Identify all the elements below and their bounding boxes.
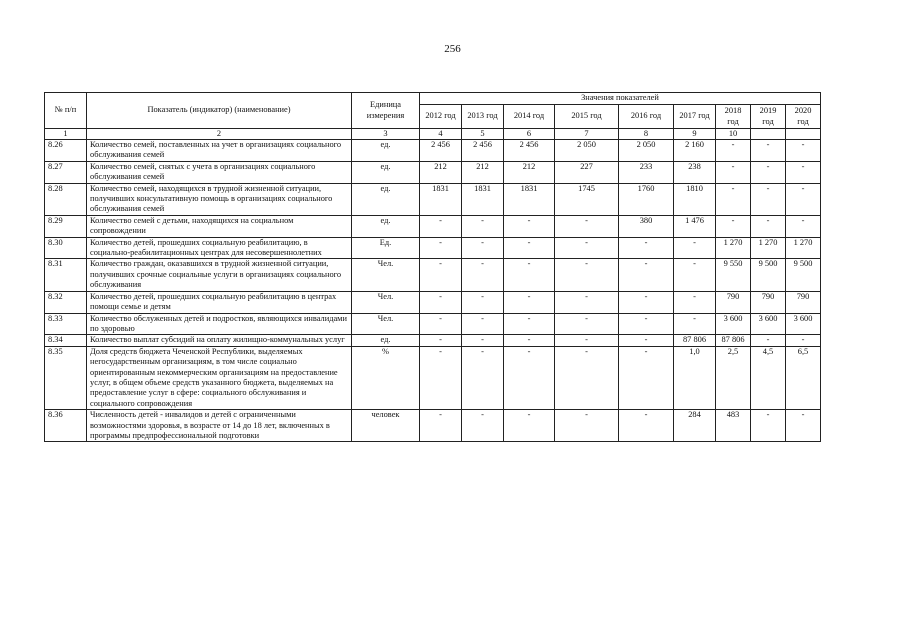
value-cell: -	[462, 259, 504, 291]
value-cell: 2 456	[420, 140, 462, 162]
value-cell: 1831	[504, 183, 555, 215]
header-year: 2012 год	[420, 105, 462, 129]
value-cell: 212	[462, 161, 504, 183]
unit-cell: ед.	[352, 161, 420, 183]
value-cell: -	[619, 291, 674, 313]
indicator-name: Численность детей - инвалидов и детей с ограниченными возможностями здоровья, в возрасте от 14 до 18 лет, включенных в программы предпрофессиональной подготовки	[87, 410, 352, 442]
value-cell: -	[462, 335, 504, 346]
value-cell: -	[420, 410, 462, 442]
row-number: 8.29	[45, 215, 87, 237]
value-cell: -	[504, 313, 555, 335]
value-cell: 87 806	[716, 335, 751, 346]
column-number: 3	[352, 129, 420, 140]
value-cell: -	[462, 346, 504, 409]
value-cell: -	[420, 346, 462, 409]
unit-cell: ед.	[352, 335, 420, 346]
value-cell: -	[555, 259, 619, 291]
header-year: 2014 год	[504, 105, 555, 129]
column-number: 2	[87, 129, 352, 140]
header-year: 2015 год	[555, 105, 619, 129]
value-cell: 238	[674, 161, 716, 183]
value-cell: -	[751, 215, 786, 237]
value-cell: 380	[619, 215, 674, 237]
header-unit: Единица измерения	[352, 93, 420, 129]
column-number: 10	[716, 129, 751, 140]
indicator-name: Доля средств бюджета Чеченской Республики, выделяемых негосударственным организациям, в том числе социально ориентированным некоммерческим организациям на предоставление услуг, в общем объеме средств указанного бюджета, выделяемых на предоставление услуг в сфере: социального обслуживания и социального сопровождения	[87, 346, 352, 409]
value-cell: -	[462, 215, 504, 237]
value-cell: 4,5	[751, 346, 786, 409]
value-cell: 1 270	[751, 237, 786, 259]
indicator-name: Количество семей с детьми, находящихся на социальном сопровождении	[87, 215, 352, 237]
row-number: 8.32	[45, 291, 87, 313]
unit-cell: ед.	[352, 215, 420, 237]
value-cell: 1 270	[716, 237, 751, 259]
value-cell: 6,5	[786, 346, 821, 409]
unit-cell: человек	[352, 410, 420, 442]
table-row	[45, 140, 821, 162]
page-number: 256	[444, 43, 461, 55]
header-values: Значения показателей	[420, 93, 821, 105]
value-cell: -	[786, 410, 821, 442]
header-indicator: Показатель (индикатор) (наименование)	[87, 93, 352, 129]
indicator-name: Количество семей, поставленных на учет в организациях социального обслуживания семей	[87, 140, 352, 162]
unit-cell: ед.	[352, 183, 420, 215]
unit-cell: %	[352, 346, 420, 409]
value-cell: -	[504, 259, 555, 291]
column-number: 8	[619, 129, 674, 140]
row-number: 8.30	[45, 237, 87, 259]
table-row	[45, 335, 821, 346]
header-year: 2018 год	[716, 105, 751, 129]
table-row	[45, 410, 821, 442]
value-cell: -	[555, 237, 619, 259]
value-cell: -	[555, 346, 619, 409]
value-cell: 9 500	[786, 259, 821, 291]
value-cell: 2,5	[716, 346, 751, 409]
unit-cell: Чел.	[352, 291, 420, 313]
indicator-name: Количество выплат субсидий на оплату жилищно-коммунальных услуг	[87, 335, 352, 346]
value-cell: 2 050	[619, 140, 674, 162]
value-cell: -	[674, 259, 716, 291]
table-row	[45, 346, 821, 409]
column-number: 9	[674, 129, 716, 140]
column-number: 1	[45, 129, 87, 140]
value-cell: 1831	[462, 183, 504, 215]
value-cell: -	[504, 291, 555, 313]
indicators-table	[44, 92, 821, 442]
header-num: № п/п	[45, 93, 87, 129]
table-row	[45, 161, 821, 183]
value-cell: 1 476	[674, 215, 716, 237]
value-cell: -	[619, 410, 674, 442]
value-cell: -	[786, 215, 821, 237]
table-row	[45, 259, 821, 291]
header-year: 2016 год	[619, 105, 674, 129]
unit-cell: Ед.	[352, 237, 420, 259]
table-row	[45, 237, 821, 259]
value-cell: 790	[716, 291, 751, 313]
indicator-name: Количество семей, снятых с учета в организациях социального обслуживания семей	[87, 161, 352, 183]
column-number: 6	[504, 129, 555, 140]
value-cell: 1 270	[786, 237, 821, 259]
value-cell: 3 600	[786, 313, 821, 335]
value-cell: 1760	[619, 183, 674, 215]
value-cell: -	[420, 215, 462, 237]
indicator-name: Количество детей, прошедших социальную реабилитацию в центрах помощи семье и детям	[87, 291, 352, 313]
value-cell: 3 600	[751, 313, 786, 335]
value-cell: -	[751, 140, 786, 162]
value-cell: -	[751, 410, 786, 442]
column-number: 7	[555, 129, 619, 140]
value-cell: -	[504, 215, 555, 237]
value-cell: -	[504, 335, 555, 346]
column-number: 4	[420, 129, 462, 140]
value-cell: 9 500	[751, 259, 786, 291]
value-cell: 212	[420, 161, 462, 183]
row-number: 8.27	[45, 161, 87, 183]
value-cell: -	[674, 313, 716, 335]
value-cell: -	[462, 291, 504, 313]
value-cell: -	[420, 259, 462, 291]
indicator-name: Количество семей, находящихся в трудной жизненной ситуации, получивших консультативную помощь в организациях социального обслуживания семей	[87, 183, 352, 215]
value-cell: -	[619, 259, 674, 291]
value-cell: 212	[504, 161, 555, 183]
unit-cell: ед.	[352, 140, 420, 162]
value-cell: -	[504, 237, 555, 259]
value-cell: 9 550	[716, 259, 751, 291]
row-number: 8.33	[45, 313, 87, 335]
value-cell: 790	[751, 291, 786, 313]
header-year: 2013 год	[462, 105, 504, 129]
value-cell: -	[619, 335, 674, 346]
column-number	[751, 129, 786, 140]
value-cell: 284	[674, 410, 716, 442]
value-cell: -	[716, 161, 751, 183]
value-cell: 2 456	[504, 140, 555, 162]
value-cell: 1745	[555, 183, 619, 215]
value-cell: -	[786, 161, 821, 183]
row-number: 8.28	[45, 183, 87, 215]
indicator-name: Количество детей, прошедших социальную реабилитацию, в социально-реабилитационных центрах для несовершеннолетних	[87, 237, 352, 259]
table-row	[45, 291, 821, 313]
value-cell: -	[555, 313, 619, 335]
value-cell: 483	[716, 410, 751, 442]
header-year: 2017 год	[674, 105, 716, 129]
row-number: 8.31	[45, 259, 87, 291]
value-cell: -	[619, 313, 674, 335]
value-cell: -	[555, 215, 619, 237]
value-cell: -	[420, 313, 462, 335]
value-cell: -	[420, 291, 462, 313]
header-year: 2019 год	[751, 105, 786, 129]
unit-cell: Чел.	[352, 259, 420, 291]
value-cell: -	[619, 237, 674, 259]
indicator-name: Количество граждан, оказавшихся в трудной жизненной ситуации, получивших срочные социальные услуги в организациях социального обслуживания	[87, 259, 352, 291]
value-cell: -	[619, 346, 674, 409]
table-row	[45, 183, 821, 215]
value-cell: -	[504, 346, 555, 409]
value-cell: -	[786, 183, 821, 215]
row-number: 8.34	[45, 335, 87, 346]
value-cell: 3 600	[716, 313, 751, 335]
row-number: 8.35	[45, 346, 87, 409]
value-cell: 1,0	[674, 346, 716, 409]
value-cell: -	[462, 237, 504, 259]
value-cell: 87 806	[674, 335, 716, 346]
value-cell: -	[555, 291, 619, 313]
value-cell: -	[420, 335, 462, 346]
column-number	[786, 129, 821, 140]
table-row	[45, 313, 821, 335]
value-cell: -	[420, 237, 462, 259]
value-cell: -	[716, 215, 751, 237]
table-row	[45, 215, 821, 237]
column-number: 5	[462, 129, 504, 140]
indicator-name: Количество обслуженных детей и подростков, являющихся инвалидами по здоровью	[87, 313, 352, 335]
value-cell: 1831	[420, 183, 462, 215]
value-cell: -	[751, 335, 786, 346]
row-number: 8.36	[45, 410, 87, 442]
value-cell: 1810	[674, 183, 716, 215]
value-cell: -	[751, 161, 786, 183]
value-cell: 2 456	[462, 140, 504, 162]
value-cell: -	[462, 313, 504, 335]
unit-cell: Чел.	[352, 313, 420, 335]
value-cell: -	[786, 140, 821, 162]
row-number: 8.26	[45, 140, 87, 162]
value-cell: -	[555, 410, 619, 442]
value-cell: 227	[555, 161, 619, 183]
value-cell: 2 050	[555, 140, 619, 162]
value-cell: -	[716, 140, 751, 162]
value-cell: -	[504, 410, 555, 442]
value-cell: 233	[619, 161, 674, 183]
value-cell: -	[751, 183, 786, 215]
value-cell: 2 160	[674, 140, 716, 162]
value-cell: -	[674, 291, 716, 313]
value-cell: -	[786, 335, 821, 346]
header-year: 2020 год	[786, 105, 821, 129]
value-cell: -	[716, 183, 751, 215]
value-cell: -	[555, 335, 619, 346]
value-cell: -	[674, 237, 716, 259]
value-cell: 790	[786, 291, 821, 313]
value-cell: -	[462, 410, 504, 442]
